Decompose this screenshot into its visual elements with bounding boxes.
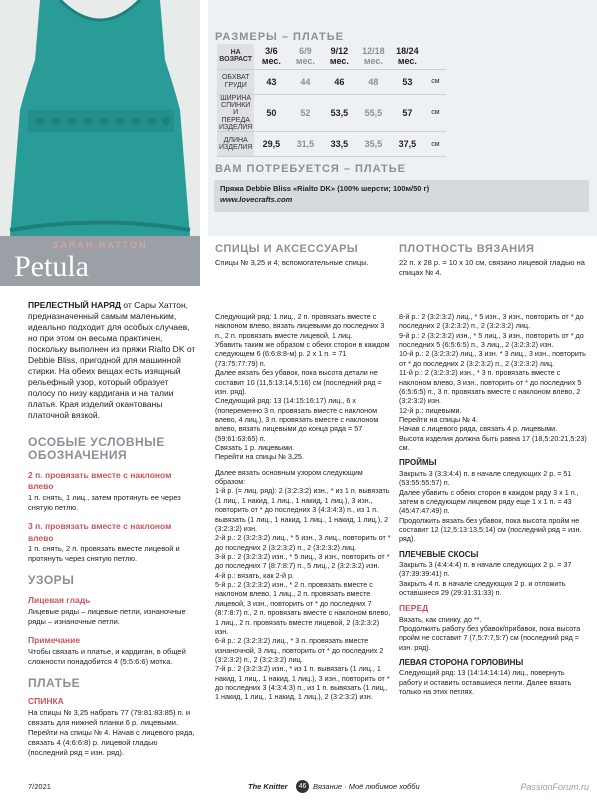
back-title: СПИНКА [28,696,64,707]
unit-cell: см [424,69,446,94]
row-label: ОБХВАТ ГРУДИ [217,69,254,94]
pattern-term-2: Примечание [28,635,81,646]
middle-column [215,312,391,702]
intro-text [28,300,196,422]
unit-cell: см [424,94,446,132]
cell: 44 [288,69,322,94]
paragraph: 8-й р.: 2 (3:2:3:2) лиц., * 5 изн., 3 изн., повторить от * до последних 2 (3:2:3:2) п., 2 (3:2:3:2) лиц. [399,312,584,331]
cell: 43 [254,69,288,94]
cell: 29,5 [254,132,288,157]
paragraph: 7-й р.: 2 (3:2:3:2) изн., * из 1 п. вывязать (1 лиц., 1 накид, 1 лиц., 1 накид, 1 лиц.), 3 изн., повторить от * до последних 3 (4:3:4:3) п., из 1 п. вывязать (1 лиц., 1 накид, 1 лиц., 1 накид, 1 лиц.), 2 (3:2:3:2) изн. [215,664,390,702]
paragraph: Далее убавить с обеих сторон в каждом ряду 3 x 1 п., затем в следующем лицевом ряду еще 1 x 1 п. = 43 (45:47:47:49) п. [399,487,579,516]
cell: 55,5 [356,94,390,132]
shoulders-title: ПЛЕЧЕВЫЕ СКОСЫ [399,549,479,559]
paragraph: Убавить таким же образом с обеих сторон в каждом следующем 6 (6:6:8:8-м) р. 2 x 1 п. = 71 (73:75:77:79) п. [215,340,390,368]
left-neck-title: ЛЕВАЯ СТОРОНА ГОРЛОВИНЫ [399,657,524,667]
back-text: На спицы № 3,25 набрать 77 (79:81:83:85) п. и связать для нижней планки 6 р. лицевыми. Перейти на спицы № 4. Начав с лицевого ряда, связать 4 (4:6:6:8) р. лицевой гладью (последний ряд = изн. ряд). [28,707,195,758]
cell: 9/12 мес. [322,44,356,69]
gauge-section [399,243,589,278]
paragraph: Продолжить работу без убавок/прибавок, пока высота пройм не составит 7 (7,5:7:7,5:7) см (последний ряд = изн. ряд). [399,623,581,652]
paragraph: Следующий ряд: 1 лиц., 2 п. провязать вместе с наклоном влево, вязать лицевыми до последних 3 п., 2 п. провязать вместе лицевой, 1 лиц. [215,312,385,340]
paragraph: 5-й р.: 2 (3:2:3:2) изн., * 2 п. провязать вместе с наклоном влево, 1 лиц., 2 п. провязать вместе лицевой, 3 изн., повторить от * до последних 7 (8:7:8:7) п., 2 п. провязать вместе с наклоном влево, 1 лиц., 2 п. провязать вместе лицевой, 2 (3:2:3:2) изн. [215,580,391,636]
cell: 53,5 [322,94,356,132]
cell: 46 [322,69,356,94]
table-row [217,94,446,132]
gauge-text: 22 п. х 28 р. = 10 х 10 см, связано лицевой гладью на спицах № 4. [399,258,585,278]
cell: 35,5 [356,132,390,157]
patterns-title: УЗОРЫ [28,573,75,588]
cell: 6/9 мес. [288,44,322,69]
designer-name: SARAH HATTON [52,240,148,250]
table-row [217,132,446,157]
paragraph: Связать 1 р. лицевыми. [215,443,295,453]
sizes-table [217,44,446,157]
materials-title: ВАМ ПОТРЕБУЕТСЯ – ПЛАТЬЕ [215,163,407,175]
issue-number: 7/2021 [28,782,51,791]
paragraph: 10-й р.: 2 (3:2:3:2) лиц., 3 изн. * 3 лиц., 3 изн., повторить от * до последних 2 (3:2:3:2) п., 2 (3:2:3:2) лиц. [399,349,586,368]
cell: 3/6 мес. [254,44,288,69]
magazine-name: The Knitter [248,782,288,791]
paragraph: Перейти на спицы № 3,25. [215,452,304,462]
row-label: ШИРИНА СПИНКИ И ПЕРЕДА ИЗДЕЛИЯ [219,94,253,131]
needles-title: СПИЦЫ И АКСЕССУАРЫ [215,243,359,255]
special-title: ОСОБЫЕ УСЛОВНЫЕ ОБОЗНАЧЕНИЯ [28,434,165,462]
product-photo [0,0,200,236]
paragraph: Закрыть 3 (3:3:4:4) п. в начале следующих 2 р. = 51 (53:55:55:57) п. [399,468,572,488]
front-title: ПЕРЕД [399,603,429,614]
cell: 57 [390,94,424,132]
watermark: PassionForum.ru [520,782,589,792]
paragraph: Начав с лицевого ряда, связать 4 р. лицевыми. [399,424,558,434]
paragraph: Высота изделия должна быть равна 17 (18,5:20:21,5:23) см. [399,433,587,453]
paragraph: 9-й р.: 2 (3:2:3:2) изн., * 5 лиц., 3 изн., повторить от * до последних 5 (6:5:6:5) п., 3 лиц., 2 (3:2:3:2) изн. [399,330,584,350]
cell: 52 [288,94,322,132]
needles-text: Спицы № 3,25 и 4; вспомогательные спицы. [215,258,369,268]
cell: 18/24 мес. [390,44,424,69]
dress-title: ПЛАТЬЕ [28,675,81,690]
table-row [217,69,446,94]
paragraph: 11-й р.: 2 (3:2:3:2) изн., * 3 п. провязать вместе с наклоном влево, 3 изн., повторить от * до последних 5 (6:5:6:5) п., 3 п. провязать вместе с наклоном влево, 2 (3:2:3:2) изн. [399,368,582,406]
magazine-tagline: Вязание · Моё любимое хобби [313,782,420,791]
special-text-2: 1 п. снять, 2 п. провязать вместе лицевой и протянуть через снятую петлю. [28,544,180,564]
pattern-title: Petula [14,250,89,283]
paragraph: 2-й р.: 2 (3:2:3:2) лиц., * 5 изн., 3 лиц., повторить от * до последних 2 (3:2:3:2) п., 2 (3:2:3:2) лиц. [215,533,391,552]
paragraph: Закрыть 4 п. в начале следующих 2 р. и отложить оставшиеся 29 (29:31:31:33) п. [399,578,566,598]
paragraph: Вязать, как спинку, до **. [399,614,482,624]
dress-image [0,0,200,236]
cell: 31,5 [288,132,322,157]
sizes-title: РАЗМЕРЫ – ПЛАТЬЕ [215,31,345,43]
yarn-text: Пряжа Debbie Bliss «Rialto DK» (100% шерсти; 100м/50 г) [220,184,430,193]
special-text-1: 1 п. снять, 1 лиц., затем протянуть ее через снятую петлю. [28,492,181,512]
paragraph: Перейти на спицы № 4. [399,414,478,424]
cell: 53 [390,69,424,94]
table-row [217,44,446,69]
cell: 37,5 [390,132,424,157]
unit-cell [424,44,446,69]
cell: 48 [356,69,390,94]
armholes-title: ПРОЙМЫ [399,458,437,468]
cell: 33,5 [322,132,356,157]
needles-section [215,243,385,268]
pattern-term-1: Лицевая гладь [28,595,91,606]
paragraph: 3-й р.: 2 (3:2:3:2) изн., * 5 лиц., 3 изн., повторить от * до последних 7 (8:7:8:7) п., 5 лиц., 2 (3:2:3:2) изн. [215,551,390,571]
paragraph: Закрыть 3 (4:4:4:4) п. в начале следующих 2 р. = 37 (37:39:39:41) п. [399,560,572,579]
special-term-1: 2 п. провязать вместе с наклоном влево [28,469,172,492]
paragraph: 6-й р.: 2 (3:2:3:2) лиц., * 3 п. провязать вместе изнаночной, 3 лиц., повторить от * до последних 2 (3:2:3:2) п., 2 (3:2:3:2) лиц. [215,636,384,664]
paragraph: Далее вязать без убавок, пока высота детали не составит 10 (11,5:13:14,5:16) см (последний ряд = изн. ряд). [215,368,382,396]
intro-lead-bold: ПРЕЛЕСТНЫЙ НАРЯД [28,300,122,310]
paragraph: Следующий ряд: 13 (14:14:14:14) лиц., повернуть работу и оставить оставшиеся петли. Далее вязать только на этих петлях. [399,668,572,697]
paragraph: Следующий ряд: 13 (14:15:16:17) лиц., 6 x (попеременно 3 п. провязать вместе с наклоном влево, 4 лиц.), 3 п. провязать вместе с наклоном влево, вязать лицевыми до конца ряда = 57 (59:61:63:65) п. [215,396,379,443]
gauge-title: ПЛОТНОСТЬ ВЯЗАНИЯ [399,243,535,255]
cell: 50 [254,94,288,132]
supplier-link[interactable]: www.lovecrafts.com [220,194,293,204]
paragraph: 1-й р. (= лиц. ряд): 2 (3:2:3:2) изн., * из 1 п. вывязать (1 лиц., 1 накид, 1 лиц., 1 накид, 1 лиц.), 3 изн., повторить от * до последних 3 (4:3:4:3) п., из 1 п. вывязать (1 лиц., 1 накид, 1 лиц., 1 накид, 1 лиц.), 2 (3:2:3:2) изн. [215,486,390,533]
right-column [399,312,589,696]
page-number: 46 [296,780,309,793]
intro-lead: от Сары Хаттон, предназначенный самым маленьким, идеально подходит для особых случаев, но при этом он весьма практичен, поскольку выполнен из пряжи Rialto DK от Debbie Bliss, пригодной для машинной стирки. На обеих вещах есть изящный рельефный узор, который образует полосу по низу кардигана и на талии платья. Края изделий окантованы платочной вязкой. [28,300,196,421]
row-label: НА ВОЗРАСТ [217,44,254,69]
cell: 12/18 мес. [356,44,390,69]
special-term-2: 3 п. провязать вместе с наклоном влево [28,521,172,543]
pattern-text-2: Чтобы связать и платье, и кардиган, в общей сложности понадобится 4 (5:5:6:6) мотка. [28,646,186,666]
paragraph: 4-й р.: вязать, как 2-й р. [215,570,295,580]
paragraph: Далее вязать основным узором следующим образом: [215,467,363,487]
pattern-text-1: Лицевые ряды – лицевые петли, изнаночные ряды – изнаночные петли. [28,606,186,627]
left-column [28,300,196,758]
row-label: ДЛИНА ИЗДЕЛИЯ [217,132,254,157]
paragraph: Продолжить вязать без убавок, пока высота пройм не составит 12 (12,5:13:13,5:14) см (последний ряд = изн. ряд). [399,515,582,544]
unit-cell: см [424,132,446,157]
materials-box [214,180,589,212]
paragraph: 12-й р.: лицевыми. [399,405,462,415]
